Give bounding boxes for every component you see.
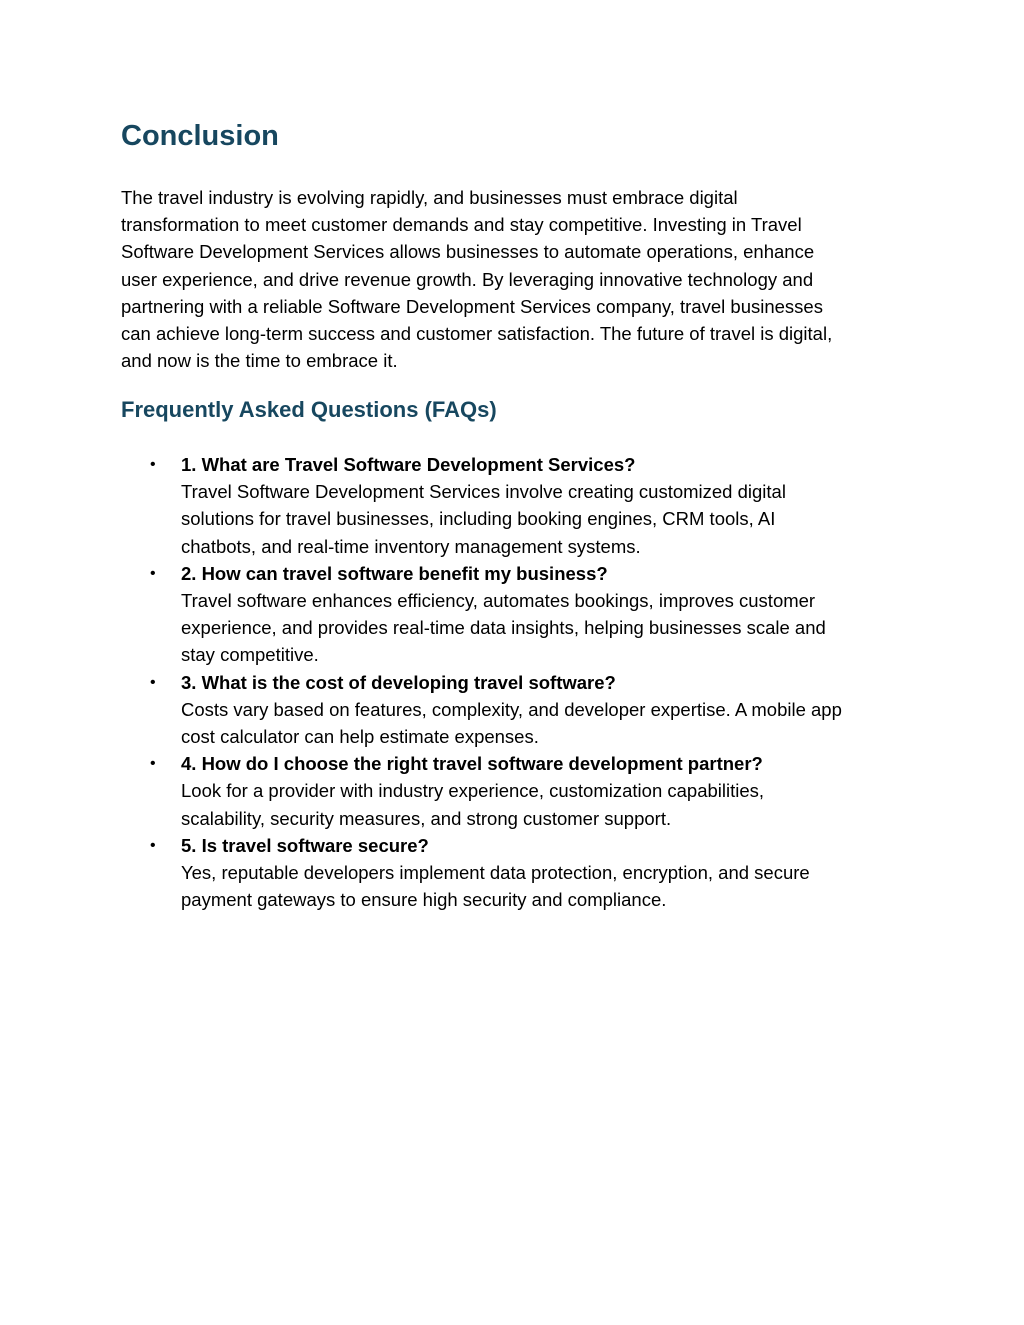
faq-question: 3. What is the cost of developing travel software? (181, 671, 616, 693)
bullet-icon: • (150, 673, 156, 691)
conclusion-paragraph (121, 184, 921, 374)
faq-question: 2. How can travel software benefit my business? (181, 562, 608, 584)
faq-item (0, 451, 842, 560)
faq-item (0, 832, 842, 914)
faq-item (0, 560, 842, 669)
conclusion-line: partnering with a reliable Software Development Services company, travel businesses (121, 295, 823, 317)
faq-list (0, 451, 842, 913)
faq-item (0, 750, 842, 832)
faq-answer-line: scalability, security measures, and strong customer support. (181, 807, 672, 829)
faq-question: 4. How do I choose the right travel software development partner? (181, 753, 763, 775)
bullet-icon: • (150, 456, 156, 473)
faq-answer-line: stay competitive. (181, 644, 319, 666)
faq-answer-line: Travel Software Development Services involve creating customized digital (181, 481, 786, 503)
faq-answer-line: solutions for travel businesses, including booking engines, CRM tools, AI (181, 508, 776, 530)
faq-answer-line: Costs vary based on features, complexity, and developer expertise. A mobile app (181, 698, 842, 720)
conclusion-line: transformation to meet customer demands and stay competitive. Investing in Travel (121, 214, 802, 236)
faq-answer-line: cost calculator can help estimate expenses. (181, 726, 539, 748)
conclusion-line: and now is the time to embrace it. (121, 350, 398, 372)
faq-answer-line: experience, and provides real-time data insights, helping businesses scale and (181, 617, 826, 639)
faq-answer-line: Yes, reputable developers implement data protection, encryption, and secure (181, 862, 810, 884)
faq-heading: Frequently Asked Questions (FAQs) (121, 397, 497, 422)
faq-answer-line: payment gateways to ensure high security and compliance. (181, 889, 667, 911)
conclusion-heading: Conclusion (121, 120, 279, 152)
bullet-icon: • (150, 564, 156, 582)
faq-question: 1. What are Travel Software Development Services? (181, 454, 636, 475)
faq-answer-line: chatbots, and real-time inventory management systems. (181, 535, 641, 557)
faq-answer-line: Travel software enhances efficiency, automates bookings, improves customer (181, 590, 816, 612)
conclusion-line: user experience, and drive revenue growth. By leveraging innovative technology and (121, 268, 814, 290)
faq-answer-line: Look for a provider with industry experience, customization capabilities, (181, 780, 765, 802)
conclusion-line: can achieve long-term success and customer satisfaction. The future of travel is digital, (121, 323, 833, 345)
bullet-icon: • (150, 755, 156, 773)
conclusion-line: Software Development Services allows businesses to automate operations, enhance (121, 241, 815, 263)
conclusion-line: The travel industry is evolving rapidly, and businesses must embrace digital (121, 187, 738, 208)
faq-item (0, 669, 842, 751)
bullet-icon: • (150, 836, 156, 854)
faq-question: 5. Is travel software secure? (181, 834, 429, 856)
